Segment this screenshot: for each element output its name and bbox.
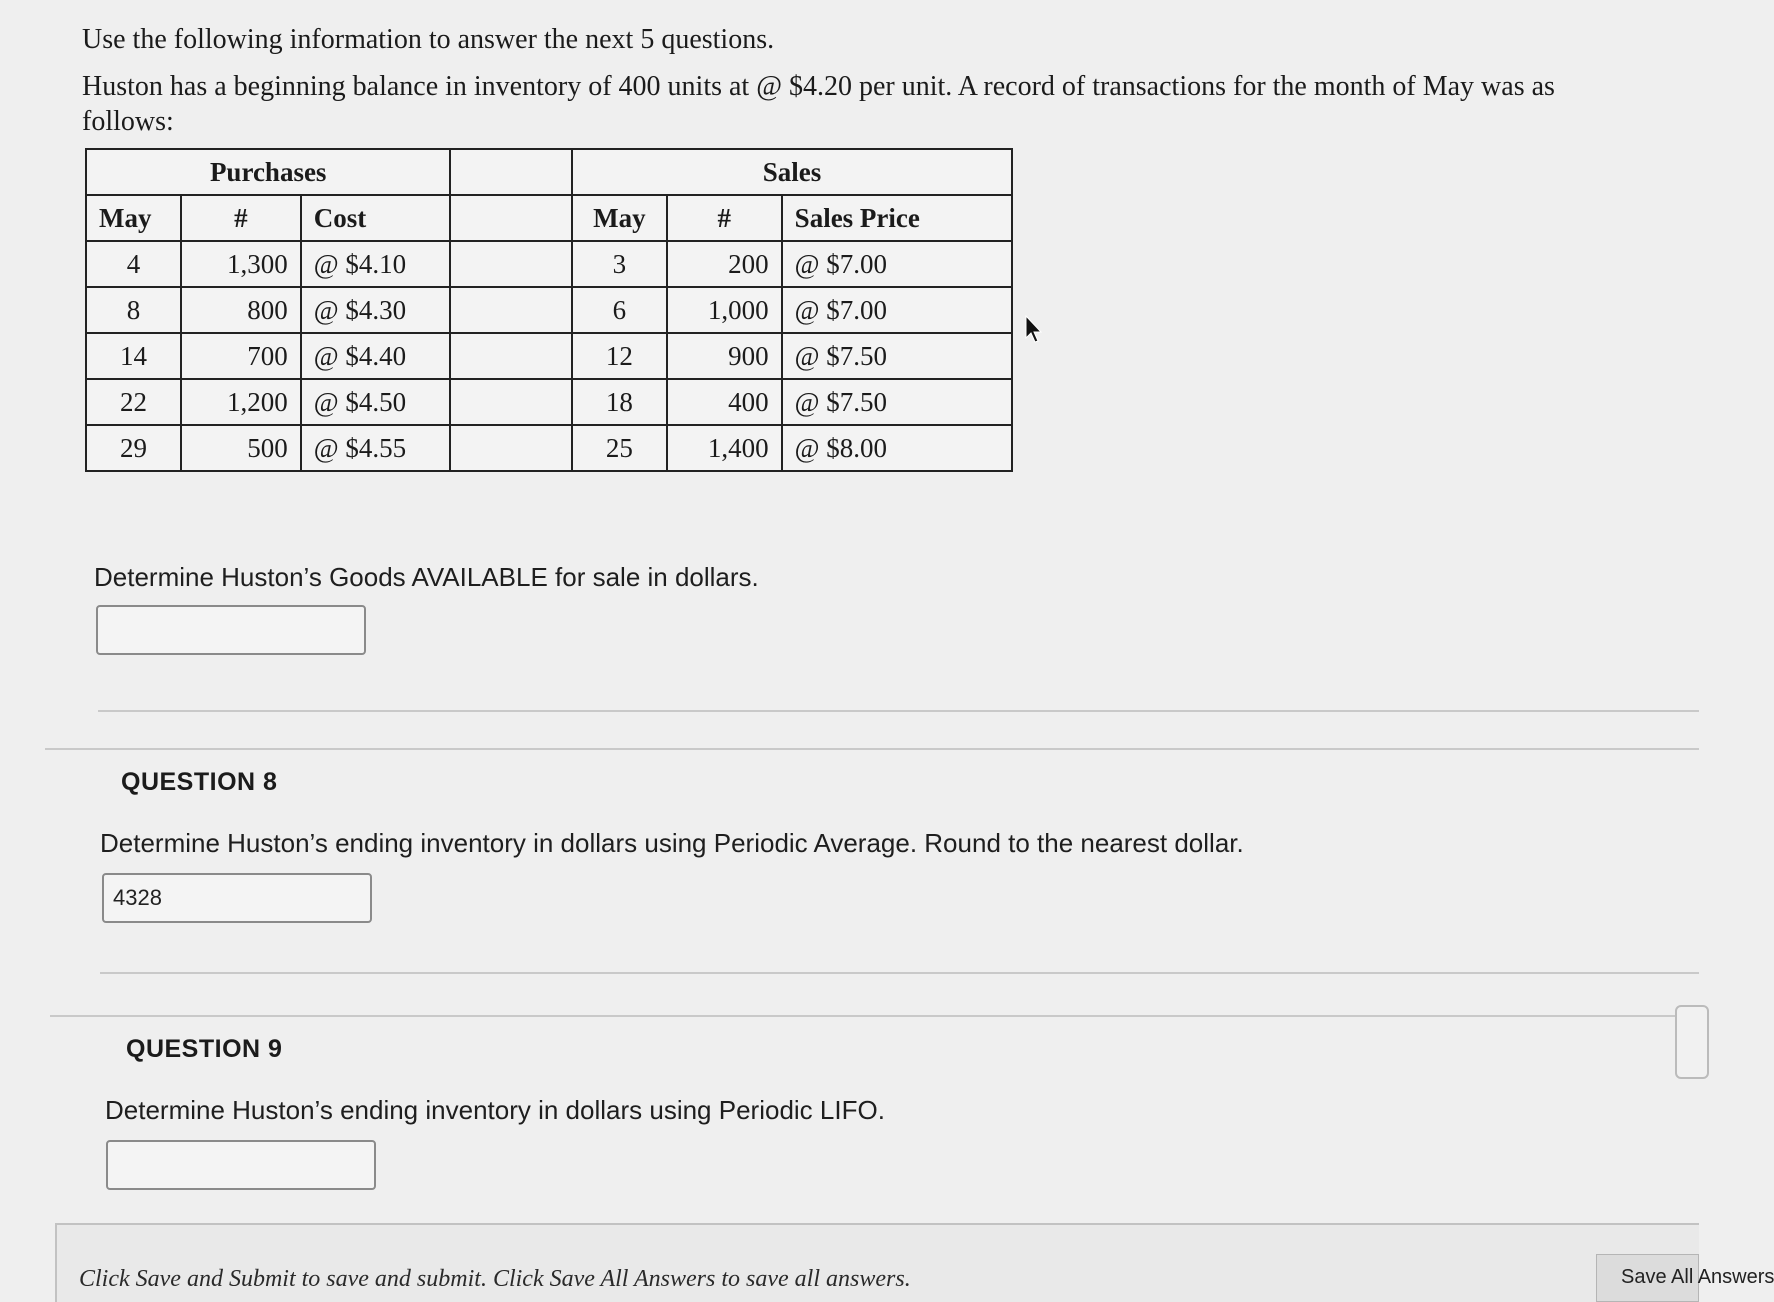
question-8-answer-input[interactable]: 4328	[102, 873, 372, 923]
col-sales-may: May	[572, 195, 667, 241]
question-7-answer-input[interactable]	[96, 605, 366, 655]
sale-price: @ $7.00	[782, 241, 1012, 287]
divider	[45, 748, 1699, 750]
purchase-day: 4	[86, 241, 181, 287]
question-9-prompt: Determine Huston’s ending inventory in dollars using Periodic LIFO.	[105, 1095, 885, 1125]
submit-footer	[55, 1223, 1699, 1302]
purchase-cost: @ $4.30	[301, 287, 451, 333]
spacer-cell	[450, 149, 572, 195]
purchase-day: 29	[86, 425, 181, 471]
sale-qty: 200	[667, 241, 782, 287]
sale-qty: 1,000	[667, 287, 782, 333]
table-row	[86, 287, 1012, 333]
question-8-title: QUESTION 8	[121, 768, 278, 796]
purchase-cost: @ $4.55	[301, 425, 451, 471]
sale-price: @ $7.00	[782, 287, 1012, 333]
purchase-day: 22	[86, 379, 181, 425]
sale-day: 3	[572, 241, 667, 287]
table-header-row	[86, 149, 1012, 195]
sale-price: @ $7.50	[782, 333, 1012, 379]
purchase-qty: 1,300	[181, 241, 301, 287]
divider	[98, 710, 1699, 712]
question-9-answer-input[interactable]	[106, 1140, 376, 1190]
table-row	[86, 241, 1012, 287]
sale-day: 25	[572, 425, 667, 471]
instructions	[82, 22, 1582, 151]
table-row	[86, 379, 1012, 425]
col-purchase-may: May	[86, 195, 181, 241]
purchase-cost: @ $4.40	[301, 333, 451, 379]
purchase-cost: @ $4.50	[301, 379, 451, 425]
sale-qty: 400	[667, 379, 782, 425]
col-sales-price: Sales Price	[782, 195, 1012, 241]
side-panel-tab[interactable]	[1675, 1005, 1709, 1079]
spacer-cell	[450, 287, 572, 333]
purchase-day: 8	[86, 287, 181, 333]
purchase-cost: @ $4.10	[301, 241, 451, 287]
sale-qty: 900	[667, 333, 782, 379]
divider	[100, 972, 1699, 974]
col-purchase-qty: #	[181, 195, 301, 241]
table-column-row	[86, 195, 1012, 241]
purchase-qty: 700	[181, 333, 301, 379]
intro-line-1: Use the following information to answer the next 5 questions.	[82, 24, 775, 55]
sale-day: 6	[572, 287, 667, 333]
footer-instructions: Click Save and Submit to save and submit. Click Save All Answers to save all answers.	[79, 1266, 911, 1292]
purchases-header: Purchases	[86, 149, 450, 195]
sale-price: @ $7.50	[782, 379, 1012, 425]
divider	[50, 1015, 1699, 1017]
sale-qty: 1,400	[667, 425, 782, 471]
spacer-cell	[450, 333, 572, 379]
spacer-cell	[450, 241, 572, 287]
question-9-title: QUESTION 9	[126, 1035, 283, 1063]
transactions-table	[85, 148, 1013, 472]
table-row	[86, 333, 1012, 379]
table-row	[86, 425, 1012, 471]
spacer-cell	[450, 425, 572, 471]
save-all-answers-button[interactable]: Save All Answers	[1596, 1254, 1699, 1302]
sales-header: Sales	[572, 149, 1012, 195]
question-8-prompt: Determine Huston’s ending inventory in dollars using Periodic Average. Round to the nearest dollar.	[100, 828, 1244, 858]
sale-day: 18	[572, 379, 667, 425]
purchase-qty: 800	[181, 287, 301, 333]
purchase-day: 14	[86, 333, 181, 379]
mouse-cursor-icon	[1024, 314, 1044, 344]
sale-price: @ $8.00	[782, 425, 1012, 471]
spacer-cell	[450, 195, 572, 241]
intro-line-2: Huston has a beginning balance in inventory of 400 units at @ $4.20 per unit. A record of transactions for the month of May was as follows:	[82, 71, 1555, 137]
question-7-prompt: Determine Huston’s Goods AVAILABLE for sale in dollars.	[94, 562, 759, 592]
col-sales-qty: #	[667, 195, 782, 241]
col-purchase-cost: Cost	[301, 195, 451, 241]
spacer-cell	[450, 379, 572, 425]
purchase-qty: 1,200	[181, 379, 301, 425]
sale-day: 12	[572, 333, 667, 379]
purchase-qty: 500	[181, 425, 301, 471]
